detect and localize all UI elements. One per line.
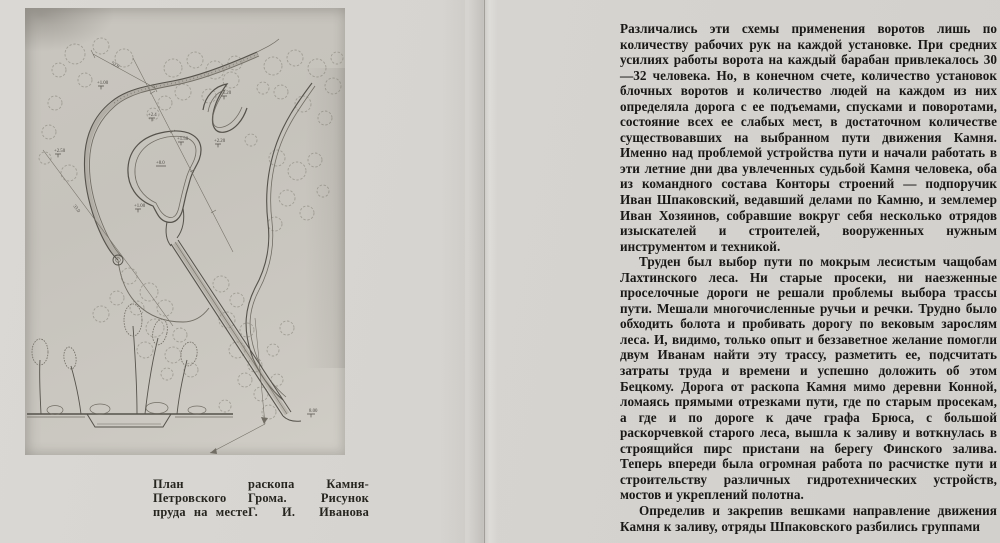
tree-symbol [280, 321, 294, 335]
tree-symbol [78, 73, 92, 87]
pond-loop [128, 131, 201, 246]
tree-symbol [158, 96, 172, 110]
book-gutter-line [484, 0, 485, 543]
dimension-lines [43, 50, 268, 454]
dim-label: 33.0 [71, 204, 81, 214]
dim-label: +1.20 [220, 91, 232, 96]
tree-symbol [219, 400, 231, 412]
tree-symbol [146, 319, 164, 337]
tree-symbol [257, 82, 269, 94]
elevation-trees [32, 304, 199, 414]
elevation-sketch [27, 304, 233, 427]
tree-symbol [48, 96, 62, 110]
figure-caption-col1 [153, 477, 248, 520]
tree-symbol [157, 300, 173, 316]
figure-caption-line: План [153, 477, 184, 491]
road-top [84, 39, 279, 260]
figure-caption-line: пруда на месте [153, 505, 248, 520]
dim-label: +8.0 [156, 161, 165, 166]
measurement-labels [54, 61, 318, 414]
tree-symbol [140, 283, 158, 301]
dim-label: 52.0 [110, 61, 120, 70]
tree-symbol [187, 52, 203, 68]
body-paragraph: Труден был выбор пути по мокрым лесистым чащобам Лахтинского леса. Ни старые просеки, ни наезженные проселочные дороги не решали проблемы выбора трассы пути. Мешали многочисленные ручьи и речки. Трудно было обходить болота и пробивать дорогу по вековым зарослям леса. И, видимо, только опыт и беззаветное желание помогли двум Иванам найти эту трассу, разметить ее, подсчитать затраты труда и времени и успешно доложить об этом Бецкому. Дорога от раскопа Камня мимо деревни Конной, ломаясь прямыми отрезками пути, где по старым просекам, а где и по дороге к даче графа Брюса, с большой раскорчевкой старого леса, вышла к заливу и воткнулась в строящийся пирс пристани на берегу Финского залива. Теперь впереди была огромная работа по расчистке пути и строительству различных гидротехнических устройств, мостов и укреплений полотна. [620, 254, 997, 503]
body-paragraph: Определив и закрепив вешками направление движения Камня к заливу, отряды Шпаковского разбились группами [620, 502, 997, 534]
book-gutter [468, 0, 498, 543]
tree-cluster [39, 38, 343, 419]
tree-symbol [318, 111, 332, 125]
figure-plate [25, 8, 345, 455]
tree-symbol [308, 153, 322, 167]
figure-caption [153, 477, 369, 520]
figure-caption-col2 [248, 477, 369, 520]
tree-symbol [93, 306, 109, 322]
tree-symbol [317, 185, 329, 197]
tree-symbol [267, 344, 279, 356]
figure-caption-line: Петровского [153, 491, 227, 506]
road-straight [171, 240, 301, 421]
road-right [246, 83, 315, 400]
tree-symbol [287, 50, 303, 66]
tree-symbol [269, 150, 285, 166]
dim-label: +1.50 [177, 137, 189, 142]
tree-symbol [279, 190, 295, 206]
tree-symbol [161, 368, 173, 380]
tree-symbol [93, 38, 109, 54]
tree-symbol [137, 342, 153, 358]
dim-label: +2.50 [54, 149, 66, 154]
body-paragraph: Различались эти схемы применения воротов лишь по количеству рабочих рук на каждой установке. При средних усилиях работы ворота на каждый барабан привлекалось 30—32 человека. Но, в конечном счете, количество установок блочных воротов и количество людей на каждом из них определяла дорога с ее подъемами, спусками и поворотами, состояние всех ее слабых мест, в достаточном количестве существовавших на выбранном пути движения Камня. Именно над проблемой устройства пути и начали работать в эти летние дни два увлеченных судьбой Камня человека, оба из командного состава Конторы строений — подпоручик Иван Шпаковский, ведавший делами по Камню, и землемер Иван Хозяинов, собравшие вокруг себя несколько отрядов изыскателей и строителей, вооруженных нужным инструментом и техникой. [620, 21, 997, 254]
tree-symbol [300, 206, 314, 220]
tree-symbol [325, 78, 341, 94]
tree-symbol [331, 52, 343, 64]
dim-label: 8.00 [309, 409, 318, 414]
tree-symbol [165, 347, 181, 363]
tree-symbol [308, 59, 326, 77]
tree-symbol [52, 63, 66, 77]
tree-symbol [42, 125, 56, 139]
tree-symbol [65, 44, 85, 64]
tree-symbol [268, 217, 282, 231]
tree-symbol [245, 134, 257, 146]
tree-symbol [164, 59, 182, 77]
figure-caption-line: раскопа Камня- [248, 477, 369, 491]
dim-label: +1.00 [97, 81, 109, 86]
tree-symbol [288, 162, 306, 180]
page-curl-shading [440, 0, 465, 543]
dim-label: +1.00 [134, 204, 146, 209]
tree-symbol [230, 293, 244, 307]
figure-caption-line: Грома. Рисунок [248, 491, 369, 506]
dim-label: +2.4 [148, 113, 157, 118]
tree-symbol [213, 276, 229, 292]
tree-symbol [264, 57, 282, 75]
tree-symbol [173, 328, 187, 342]
tree-symbol [61, 165, 77, 181]
tree-symbol [175, 84, 191, 100]
figure-caption-line: Г. И. Иванова [248, 505, 369, 520]
dim-label: +2.20 [214, 139, 226, 144]
body-text-column [620, 21, 997, 534]
tree-symbol [110, 291, 124, 305]
plan-drawing [25, 8, 345, 455]
tree-symbol [274, 85, 288, 99]
tree-symbol [238, 373, 252, 387]
